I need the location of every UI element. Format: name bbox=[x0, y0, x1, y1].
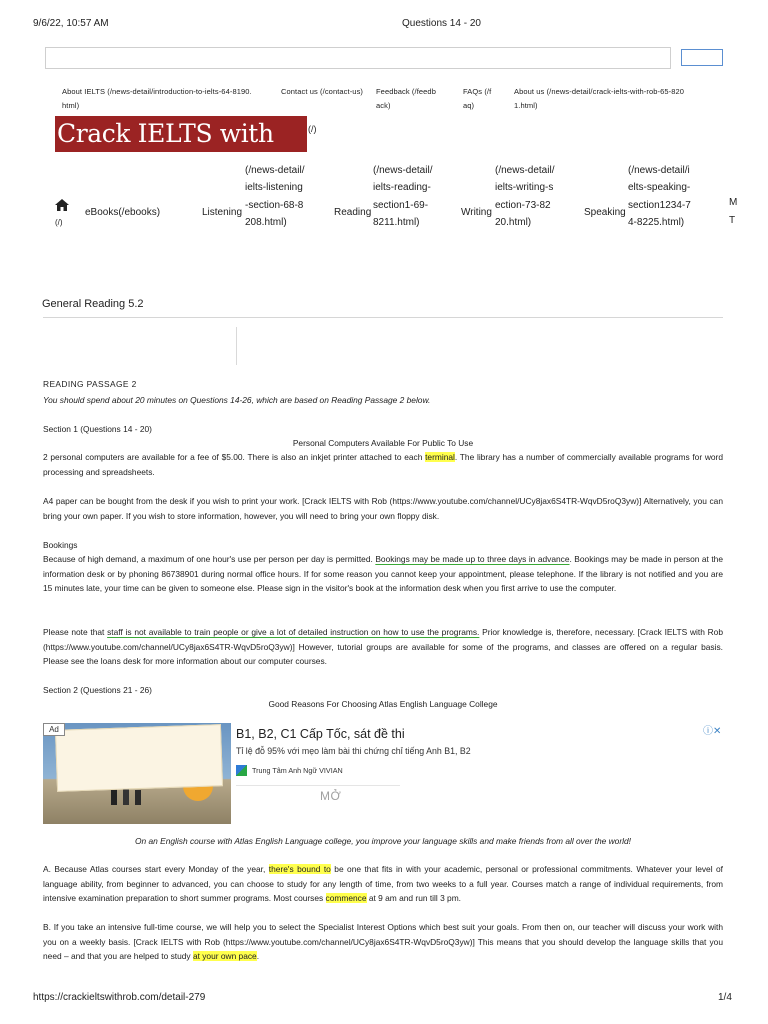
nav-listening[interactable]: Listening bbox=[202, 207, 243, 218]
nav-writing-href: (/news-detail/ielts-writing-section-73-8220.html) bbox=[495, 165, 555, 229]
ad-figure bbox=[111, 789, 117, 805]
ad-divider bbox=[236, 785, 400, 786]
text: Please note that bbox=[43, 627, 108, 637]
paragraph-a bbox=[43, 862, 723, 906]
highlight: terminal bbox=[425, 452, 455, 462]
footer-url: https://crackieltswithrob.com/detail-279 bbox=[33, 992, 206, 1003]
nav-writing[interactable]: Writing bbox=[461, 207, 492, 218]
footer-page-number: 1/4 bbox=[718, 992, 732, 1003]
text: at 9 am and run till 3 pm. bbox=[366, 893, 462, 903]
text: B. If you take an intensive full-time course, we will help you to select the Specialist Interest Options which best suit your goals. From then on, our teacher will discuss your work with you on a weekly basis. [Crack IELTS with Rob (https://www.youtube.com/channel/UCy8jax6S4TR-WqvD5roQ3yw)] This means that you should develop the language skills that you need – and that you are helped to study bbox=[43, 922, 723, 961]
top-link-contact[interactable]: Contact us (/contact-us) bbox=[281, 87, 364, 96]
ad-brand-logo-icon bbox=[236, 765, 247, 776]
section2-title: Good Reasons For Choosing Atlas English Language College bbox=[268, 699, 498, 709]
top-link-faqs[interactable]: FAQs (/faq) bbox=[463, 87, 492, 110]
top-link-about-us[interactable]: About us (/news-detail/crack-ielts-with-rob-65-8201.html) bbox=[514, 87, 685, 110]
paragraph-staff bbox=[43, 625, 723, 669]
ad-brand[interactable]: Trung Tâm Anh Ngữ VIVIAN bbox=[252, 766, 343, 775]
print-datetime: 9/6/22, 10:57 AM bbox=[33, 18, 109, 29]
underline: staff is not available to train people or give a lot of detailed instruction on how to use the programs. bbox=[107, 627, 480, 637]
ad-subtitle[interactable]: Tỉ lệ đỗ 95% với mẹo làm bài thi chứng chỉ tiếng Anh B1, B2 bbox=[236, 746, 471, 756]
nav-reading[interactable]: Reading bbox=[334, 207, 372, 218]
ad-badge: Ad bbox=[43, 723, 65, 736]
divider bbox=[43, 317, 723, 318]
nav-overflow-2[interactable]: T bbox=[729, 215, 736, 226]
paragraph-bookings bbox=[43, 552, 723, 596]
top-link-feedback[interactable]: Feedback (/feedback) bbox=[376, 87, 436, 110]
ad-figure bbox=[135, 790, 141, 805]
nav-overflow-1[interactable]: M bbox=[729, 197, 738, 208]
text: be one that fits in with your academic, personal or professional commitments. Whatever your level of language ability, from beginner to advanced, you can choose to study for any length of time, from two weeks to a full year. Courses match a range of individual requirements, from intensive examination preparation to short summer programs. Most courses bbox=[43, 864, 723, 903]
nav-speaking[interactable]: Speaking bbox=[584, 207, 626, 218]
bookings-heading: Bookings bbox=[43, 540, 78, 550]
page-title: General Reading 5.2 bbox=[42, 298, 144, 310]
passage-heading: READING PASSAGE 2 bbox=[43, 379, 137, 389]
section1-heading: Section 1 (Questions 14 - 20) bbox=[43, 424, 152, 434]
ad-figure bbox=[123, 787, 129, 805]
logo-link-href: (/) bbox=[308, 124, 317, 134]
nav-reading-href: (/news-detail/ielts-reading-section1-69-8211.html) bbox=[373, 165, 433, 229]
ad-open-button[interactable]: MỞ bbox=[320, 789, 342, 803]
ad-close-icon[interactable]: ⓘ✕ bbox=[703, 726, 722, 737]
text: A. Because Atlas courses start every Monday of the year, bbox=[43, 864, 269, 874]
top-link-about-ielts[interactable]: About IELTS (/news-detail/introduction-to-ielts-64-8190.html) bbox=[62, 87, 252, 110]
text: . Bookings may be made in person at the information desk or by phoning 86738901 during normal office hours. If for some reason you cannot keep your appointment, please telephone. If the library is not notified and you are 15 minutes late, your time can be given to someone else. Please sign in the visitor's book at the information desk when you first arrive to use the computer. bbox=[43, 554, 723, 593]
nav-speaking-href: (/news-detail/ielts-speaking-section1234-74-8225.html) bbox=[628, 165, 691, 229]
paragraph-b bbox=[43, 920, 723, 964]
section2-heading: Section 2 (Questions 21 - 26) bbox=[43, 685, 152, 695]
site-logo[interactable]: Crack IELTS with Rob bbox=[55, 116, 307, 152]
print-title: Questions 14 - 20 bbox=[402, 18, 481, 29]
text: . The library has a number of commercially available programs for word processing and spreadsheets. bbox=[43, 452, 724, 477]
paragraph-paper: A4 paper can be bought from the desk if you wish to print your work. [Crack IELTS with Rob (https://www.youtube.com/channel/UCy8jax6S4TR-WqvD5roQ3yw)] Alternatively, you can bring your own paper. If you wish to store information, however, you will need to bring your own floppy disk. bbox=[43, 496, 723, 521]
highlight: at your own pace bbox=[192, 951, 257, 961]
search-button[interactable] bbox=[681, 49, 723, 66]
underline: Bookings may be made up to three days in advance bbox=[375, 554, 570, 564]
text: Prior knowledge is, therefore, necessary. [Crack IELTS with Rob (https://www.youtube.com/channel/UCy8jax6S4TR-WqvD5roQ3yw)] However, tutorial groups are available for some of the programs, and classes are offered on a regular basis. Please see the loans desk for more information about our computer courses. bbox=[43, 627, 724, 666]
search-input[interactable] bbox=[45, 47, 671, 69]
highlight: commence bbox=[325, 893, 367, 903]
divider-vertical bbox=[236, 327, 237, 365]
home-link-href: (/) bbox=[55, 218, 63, 227]
nav-listening-href: (/news-detail/ielts-listening-section-68-8208.html) bbox=[245, 165, 305, 229]
text: Because of high demand, a maximum of one hour's use per person per day is permitted. bbox=[43, 554, 376, 564]
ad-card-graphic bbox=[55, 724, 223, 792]
text: 2 personal computers are available for a fee of $5.00. There is also an inkjet printer attached to each bbox=[43, 452, 426, 462]
home-icon[interactable] bbox=[55, 199, 69, 211]
section1-title: Personal Computers Available For Public To Use bbox=[292, 438, 474, 448]
text: . bbox=[256, 951, 260, 961]
highlight: there's bound to bbox=[268, 864, 331, 874]
paragraph-computers bbox=[43, 450, 723, 479]
ad-title[interactable]: B1, B2, C1 Cấp Tốc, sát đề thi bbox=[236, 727, 405, 741]
nav-ebooks[interactable]: eBooks(/ebooks) bbox=[85, 207, 161, 218]
passage-instruction: You should spend about 20 minutes on Questions 14-26, which are based on Reading Passage 2 below. bbox=[43, 395, 431, 405]
section2-intro: On an English course with Atlas English Language college, you improve your language skills and make friends from all over the world! bbox=[135, 836, 631, 846]
